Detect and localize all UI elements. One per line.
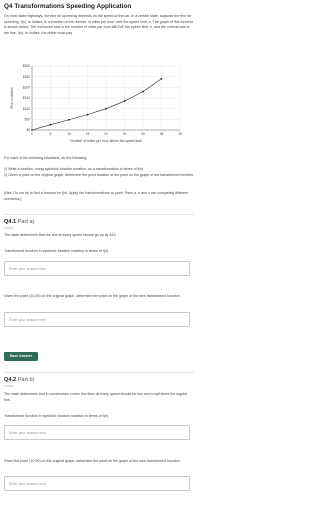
q42-part: Part b) [17, 377, 35, 383]
x-tick-label: 40 [178, 132, 182, 136]
instructions-step-2: 2) Given a point on the original graph, determine the point location of the point on the graph of the transformed function. [4, 173, 194, 177]
q41-number: Q4.1 [4, 219, 17, 225]
q42-answer-2-input[interactable]: Enter your answer here [4, 476, 190, 491]
instructions-step-1: 1) Write a function, using symbolic function notation, as a transformation in terms of f(n). [4, 167, 144, 171]
x-tick-label: 20 [104, 132, 108, 136]
q41-prompt-1: Transformed function in symbolic function notation in terms of f(n). [4, 249, 110, 253]
data-point [142, 91, 144, 93]
q42-prompt-1: Transformed function in symbolic function notation in terms of f(n). [4, 414, 110, 418]
data-point [50, 124, 52, 126]
data-point [68, 119, 70, 121]
q42-prompt-2: Given the point (10,50) on the original graph, determine the point on the graph of the new transformed function. [4, 459, 181, 463]
instructions-lead: For each of the following situations, do the following: [4, 156, 88, 160]
q41-answer-2-input[interactable]: Enter your answer here [4, 312, 190, 327]
q41-answer-1-input[interactable]: Enter your answer here [4, 261, 190, 276]
y-tick-label: $50 [24, 117, 30, 122]
x-tick-label: 10 [67, 132, 71, 136]
q42-number: Q4.2 [4, 377, 17, 383]
section-divider [4, 214, 194, 215]
series-line [32, 79, 162, 130]
y-tick-label: $300 [22, 64, 30, 69]
speeding-fine-chart [10, 62, 200, 148]
question-title-text: Transformations Speeding Application [14, 3, 132, 10]
question-title [4, 3, 131, 10]
q41-heading [4, 219, 35, 225]
q41-prompt-2: Given the point (10,50) on the original graph, determine the point on the graph of the new transformed function. [4, 294, 181, 298]
q41-part: Part a) [17, 219, 35, 225]
q42-answer-1-input[interactable]: Enter your answer here [4, 425, 190, 440]
y-tick-label: $100 [22, 106, 30, 111]
data-point [105, 108, 107, 110]
x-tick-label: 15 [85, 132, 90, 136]
y-tick-label: $200 [22, 85, 30, 90]
chart-series [31, 78, 162, 131]
data-point [31, 129, 33, 131]
chart-grid [32, 66, 180, 130]
q42-statement: The state determines that in construction zones, the fines at every speed should be two and a half times the regular fine. [4, 392, 188, 402]
save-answer-button[interactable]: Save Answer [4, 352, 38, 361]
x-tick-label: 25 [122, 132, 127, 136]
q41-statement: The state determines that the fine at every speed should go up by $15. [4, 233, 117, 237]
chart-y-axis-label: Fine in dollars [10, 87, 14, 109]
q42-points: 1 Point [4, 384, 14, 388]
y-tick-label: $0 [26, 128, 30, 133]
data-point [87, 114, 89, 116]
q41-points: 1 Point [4, 226, 14, 230]
instructions-hint: [Hint: Do not try to find a formula for f(n). Apply the transformations to point. Parts a, b and c are completely different scenarios.] [4, 191, 189, 201]
chart-x-axis-label: Number of miles per hour above the speed limit [70, 139, 142, 143]
question-number: Q4 [4, 3, 13, 10]
section-divider [4, 372, 194, 373]
y-tick-label: $150 [22, 96, 30, 101]
intro-text: On most state highways, the fine for speeding depends on the speed of the car. In a certain state, suppose the fine for speeding, f(n), in dollars, is a function of the number of miles per hour over the speed limit, n. The graph of this function is shown below. The horizontal axis is the number of miles per hour ABOVE the speed limit, n, and the vertical axis is the fine, f(n), in dollars, the driver must pay. [4, 14, 194, 35]
y-tick-label: $250 [22, 74, 30, 79]
x-tick-label: 5 [49, 132, 52, 136]
chart-ticks [23, 64, 182, 136]
x-tick-label: 35 [159, 132, 164, 136]
data-point [161, 78, 163, 80]
x-tick-label: 0 [31, 132, 33, 136]
data-point [124, 100, 126, 102]
q42-heading [4, 377, 35, 383]
x-tick-label: 30 [141, 132, 145, 136]
